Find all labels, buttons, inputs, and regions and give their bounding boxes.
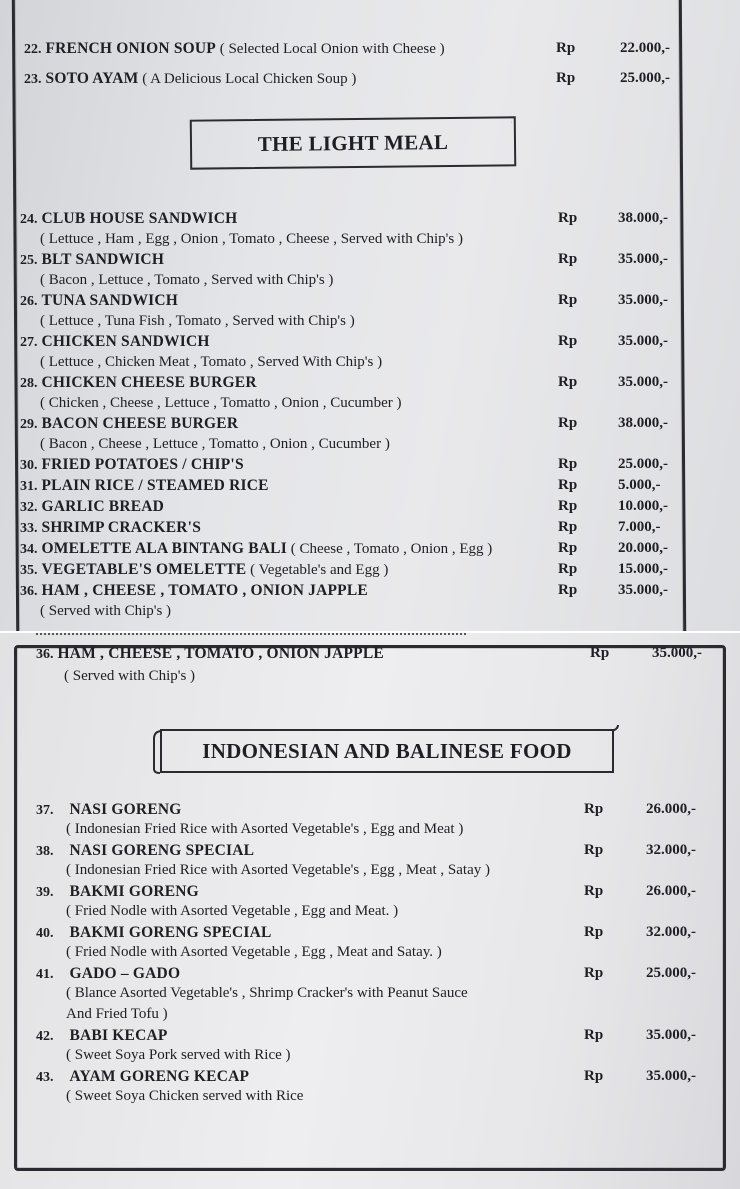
item-price: 15.000,-	[618, 561, 668, 577]
item-price: 22.000,-	[620, 40, 670, 56]
item-price: 26.000,-	[646, 883, 696, 899]
item-price: 26.000,-	[646, 801, 696, 817]
item-inline-description: ( Cheese , Tomato , Onion , Egg )	[286, 541, 493, 557]
item-name: FRENCH ONION SOUP	[45, 40, 216, 57]
currency-label: Rp	[558, 251, 578, 267]
currency-label: Rp	[558, 582, 578, 598]
section-title: INDONESIAN AND BALINESE FOOD	[202, 739, 572, 763]
item-price: 35.000,-	[618, 292, 668, 308]
currency-label: Rp	[584, 1027, 604, 1043]
item-name: BAKMI GORENG SPECIAL	[69, 924, 272, 941]
item-description: And Fried Tofu )	[66, 1006, 168, 1022]
item-name: NASI GORENG SPECIAL	[69, 842, 255, 859]
item-name: NASI GORENG	[69, 801, 182, 818]
item-number: 26.	[20, 294, 38, 309]
scroll-banner-ornament	[152, 725, 622, 775]
item-price: 35.000,-	[646, 1068, 696, 1084]
item-number: 33.	[20, 521, 38, 536]
cut-off-line	[36, 633, 696, 637]
item-number: 27.	[20, 335, 38, 350]
currency-label: Rp	[584, 801, 604, 817]
item-description: ( Indonesian Fried Rice with Asorted Vegetable's , Egg and Meat )	[66, 821, 464, 837]
menu-item	[20, 477, 269, 495]
section-banner	[160, 729, 614, 773]
item-number: 29.	[20, 417, 38, 432]
menu-item	[20, 333, 210, 351]
menu-item	[20, 561, 388, 579]
item-price: 32.000,-	[646, 842, 696, 858]
scroll-banner-ornament	[190, 116, 513, 169]
item-number: 28.	[20, 376, 38, 391]
item-number: 32.	[20, 500, 38, 515]
currency-label: Rp	[558, 519, 578, 535]
item-name: SHRIMP CRACKER'S	[41, 519, 202, 536]
item-price: 5.000,-	[618, 477, 661, 493]
item-name: BLT SANDWICH	[41, 251, 165, 268]
item-number: 35.	[20, 563, 38, 578]
item-description: ( Lettuce , Ham , Egg , Onion , Tomato , Cheese , Served with Chip's )	[40, 231, 463, 247]
item-price: 35.000,-	[618, 582, 668, 598]
menu-item	[36, 645, 384, 663]
item-name: CHICKEN CHEESE BURGER	[41, 374, 257, 391]
item-description: ( Fried Nodle with Asorted Vegetable , Egg and Meat. )	[66, 903, 399, 919]
menu-item	[20, 374, 257, 392]
item-price: 35.000,-	[646, 1027, 696, 1043]
item-name: BABI KECAP	[69, 1027, 168, 1044]
item-name: HAM , CHEESE , TOMATO , ONION JAPPLE	[57, 645, 384, 662]
item-price: 32.000,-	[646, 924, 696, 940]
currency-label: Rp	[556, 70, 576, 86]
currency-label: Rp	[584, 1068, 604, 1084]
item-description: ( Sweet Soya Chicken served with Rice	[66, 1088, 304, 1104]
item-number: 37.	[36, 803, 54, 818]
item-description: ( Sweet Soya Pork served with Rice )	[66, 1047, 291, 1063]
item-number: 39.	[36, 885, 54, 900]
item-number: 43.	[36, 1070, 54, 1085]
item-number: 30.	[20, 458, 38, 473]
item-description: ( Chicken , Cheese , Lettuce , Tomatto , Onion , Cucumber )	[40, 395, 402, 411]
menu-item	[24, 70, 356, 88]
item-price: 20.000,-	[618, 540, 668, 556]
currency-label: Rp	[558, 333, 578, 349]
item-price: 35.000,-	[652, 645, 702, 661]
menu-item	[36, 883, 199, 901]
menu-item	[20, 292, 178, 310]
item-inline-description: ( Vegetable's and Egg )	[246, 562, 389, 578]
item-description: ( Selected Local Onion with Cheese )	[215, 41, 445, 57]
menu-item	[20, 415, 238, 433]
item-name: CLUB HOUSE SANDWICH	[41, 210, 238, 227]
menu-item	[20, 582, 368, 600]
currency-label: Rp	[584, 965, 604, 981]
item-number: 38.	[36, 844, 54, 859]
item-price: 35.000,-	[618, 333, 668, 349]
item-price: 25.000,-	[646, 965, 696, 981]
item-name: HAM , CHEESE , TOMATO , ONION JAPPLE	[41, 582, 368, 599]
item-price: 38.000,-	[618, 415, 668, 431]
item-price: 35.000,-	[618, 374, 668, 390]
item-price: 35.000,-	[618, 251, 668, 267]
menu-item	[20, 519, 201, 537]
item-name: OMELETTE ALA BINTANG BALI	[41, 540, 287, 557]
menu-item	[20, 540, 492, 558]
item-number: 42.	[36, 1029, 54, 1044]
item-price: 10.000,-	[618, 498, 668, 514]
section-banner	[190, 116, 517, 169]
item-number: 41.	[36, 967, 54, 982]
item-description: ( Lettuce , Chicken Meat , Tomato , Served With Chip's )	[40, 354, 383, 370]
item-name: FRIED POTATOES / CHIP'S	[41, 456, 244, 473]
item-number: 25.	[20, 253, 38, 268]
currency-label: Rp	[558, 374, 578, 390]
item-name: BACON CHEESE BURGER	[41, 415, 239, 432]
item-description: ( Blance Asorted Vegetable's , Shrimp Cracker's with Peanut Sauce	[66, 985, 468, 1001]
item-price: 7.000,-	[618, 519, 661, 535]
item-name: SOTO AYAM	[45, 70, 139, 87]
item-name: BAKMI GORENG	[69, 883, 199, 900]
item-name: GADO – GADO	[69, 965, 181, 982]
menu-item	[36, 801, 182, 819]
item-description: ( Lettuce , Tuna Fish , Tomato , Served with Chip's )	[40, 313, 355, 329]
menu-item	[36, 1068, 249, 1086]
item-number: 31.	[20, 479, 38, 494]
item-name: CHICKEN SANDWICH	[41, 333, 210, 350]
menu-photo-bottom	[0, 633, 740, 1189]
currency-label: Rp	[558, 210, 578, 226]
item-description: ( Indonesian Fried Rice with Asorted Vegetable's , Egg , Meat , Satay )	[66, 862, 490, 878]
item-price: 25.000,-	[618, 456, 668, 472]
currency-label: Rp	[558, 561, 578, 577]
menu-item	[36, 965, 180, 983]
item-description: ( Served with Chip's )	[64, 668, 196, 684]
item-description: ( A Delicious Local Chicken Soup )	[138, 71, 357, 87]
menu-item	[20, 210, 237, 228]
item-description: ( Fried Nodle with Asorted Vegetable , Egg , Meat and Satay. )	[66, 944, 442, 960]
currency-label: Rp	[558, 540, 578, 556]
item-name: TUNA SANDWICH	[41, 292, 179, 309]
item-name: GARLIC BREAD	[41, 498, 165, 515]
menu-item	[20, 498, 164, 516]
menu-item	[24, 40, 445, 58]
item-price: 25.000,-	[620, 70, 670, 86]
menu-item	[20, 456, 244, 474]
currency-label: Rp	[558, 292, 578, 308]
item-name: VEGETABLE'S OMELETTE	[41, 561, 247, 578]
item-number: 24.	[20, 212, 38, 227]
currency-label: Rp	[558, 456, 578, 472]
item-description: ( Bacon , Cheese , Lettuce , Tomatto , Onion , Cucumber )	[40, 436, 390, 452]
currency-label: Rp	[558, 498, 578, 514]
item-number: 22.	[24, 42, 42, 57]
currency-label: Rp	[584, 924, 604, 940]
item-number: 36.	[36, 647, 54, 662]
menu-item	[36, 1027, 168, 1045]
item-number: 23.	[24, 72, 42, 87]
item-number: 40.	[36, 926, 54, 941]
item-description: ( Served with Chip's )	[40, 603, 172, 619]
item-name: AYAM GORENG KECAP	[69, 1068, 250, 1085]
menu-item	[36, 842, 254, 860]
currency-label: Rp	[584, 883, 604, 899]
item-name: PLAIN RICE / STEAMED RICE	[41, 477, 269, 494]
currency-label: Rp	[590, 645, 610, 661]
menu-item	[20, 251, 164, 269]
section-title: THE LIGHT MEAL	[257, 130, 449, 156]
menu-item	[36, 924, 272, 942]
item-price: 38.000,-	[618, 210, 668, 226]
item-description: ( Bacon , Lettuce , Tomato , Served with Chip's )	[40, 272, 334, 288]
currency-label: Rp	[558, 415, 578, 431]
currency-label: Rp	[584, 842, 604, 858]
currency-label: Rp	[558, 477, 578, 493]
currency-label: Rp	[556, 40, 576, 56]
item-number: 34.	[20, 542, 38, 557]
item-number: 36.	[20, 584, 38, 599]
